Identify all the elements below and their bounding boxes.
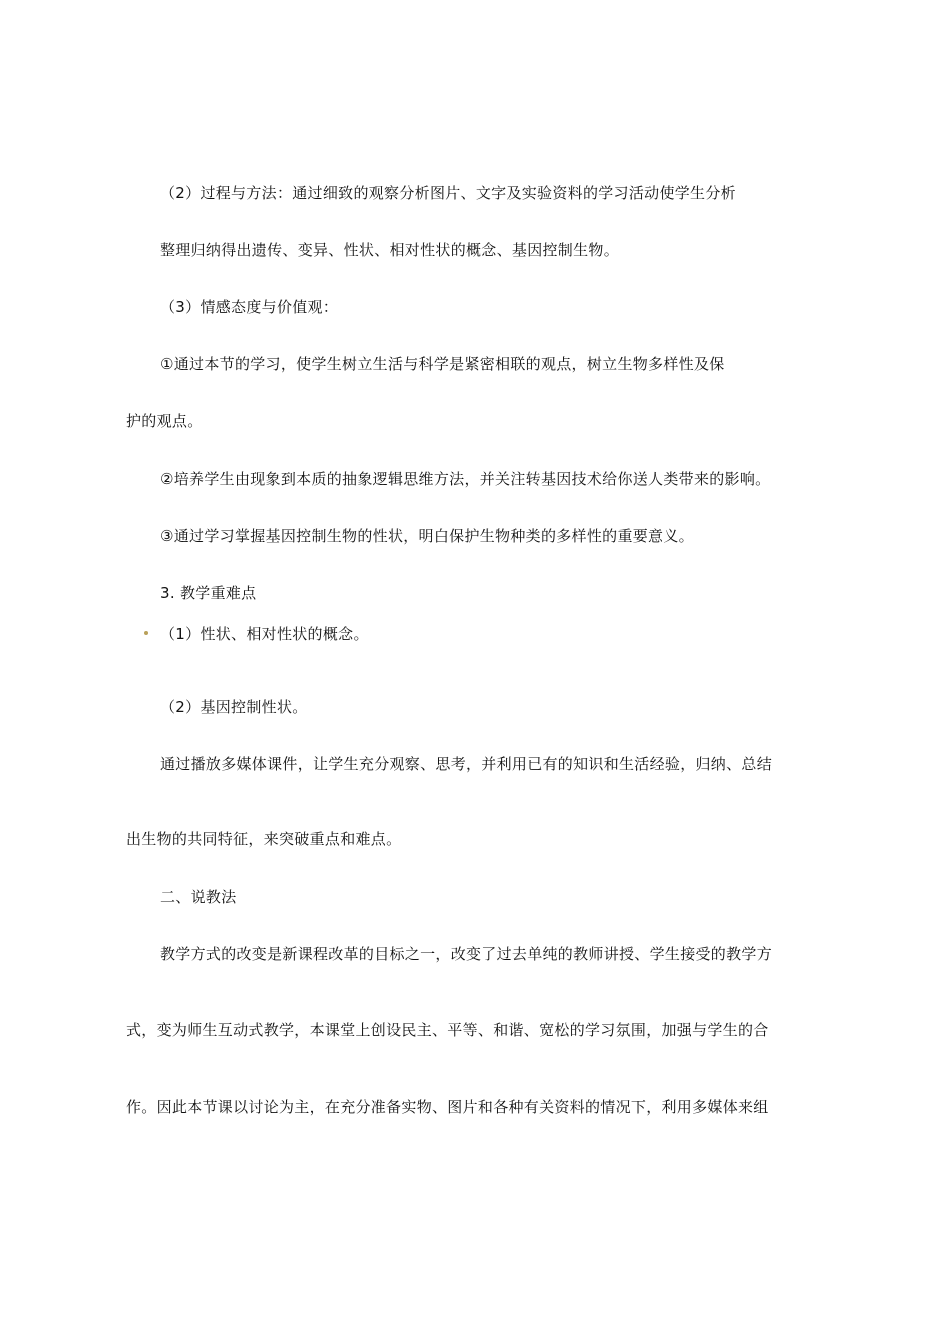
paragraph-line: 式，变为师生互动式教学，本课堂上创设民主、平等、和谐、宽松的学习氛围，加强与学生的合 (126, 1021, 769, 1039)
marker-dot (144, 631, 148, 635)
section-heading: （3）情感态度与价值观： (160, 298, 339, 316)
paragraph-line: （2）过程与方法：通过细致的观察分析图片、文字及实验资料的学习活动使学生分析 (160, 184, 736, 202)
paragraph-line: 护的观点。 (126, 412, 203, 430)
paragraph-line: 出生物的共同特征，来突破重点和难点。 (126, 830, 402, 848)
paragraph-line: ②培养学生由现象到本质的抽象逻辑思维方法，并关注转基因技术给你送人类带来的影响。 (160, 470, 771, 488)
paragraph-line: 作。因此本节课以讨论为主，在充分准备实物、图片和各种有关资料的情况下，利用多媒体来组 (126, 1098, 769, 1116)
paragraph-line: ③通过学习掌握基因控制生物的性状，明白保护生物种类的多样性的重要意义。 (160, 527, 694, 545)
paragraph-line: 通过播放多媒体课件，让学生充分观察、思考，并利用已有的知识和生活经验，归纳、总结 (160, 755, 773, 773)
section-heading: 二、说教法 (160, 888, 237, 906)
section-heading: 3. 教学重难点 (160, 584, 257, 602)
paragraph-line: （2）基因控制性状。 (160, 698, 308, 716)
paragraph-line: （1）性状、相对性状的概念。 (160, 625, 369, 643)
paragraph-line: 整理归纳得出遗传、变异、性状、相对性状的概念、基因控制生物。 (160, 241, 620, 259)
paragraph-line: 教学方式的改变是新课程改革的目标之一，改变了过去单纯的教师讲授、学生接受的教学方 (160, 945, 773, 963)
paragraph-line: ①通过本节的学习，使学生树立生活与科学是紧密相联的观点，树立生物多样性及保 (160, 355, 725, 373)
